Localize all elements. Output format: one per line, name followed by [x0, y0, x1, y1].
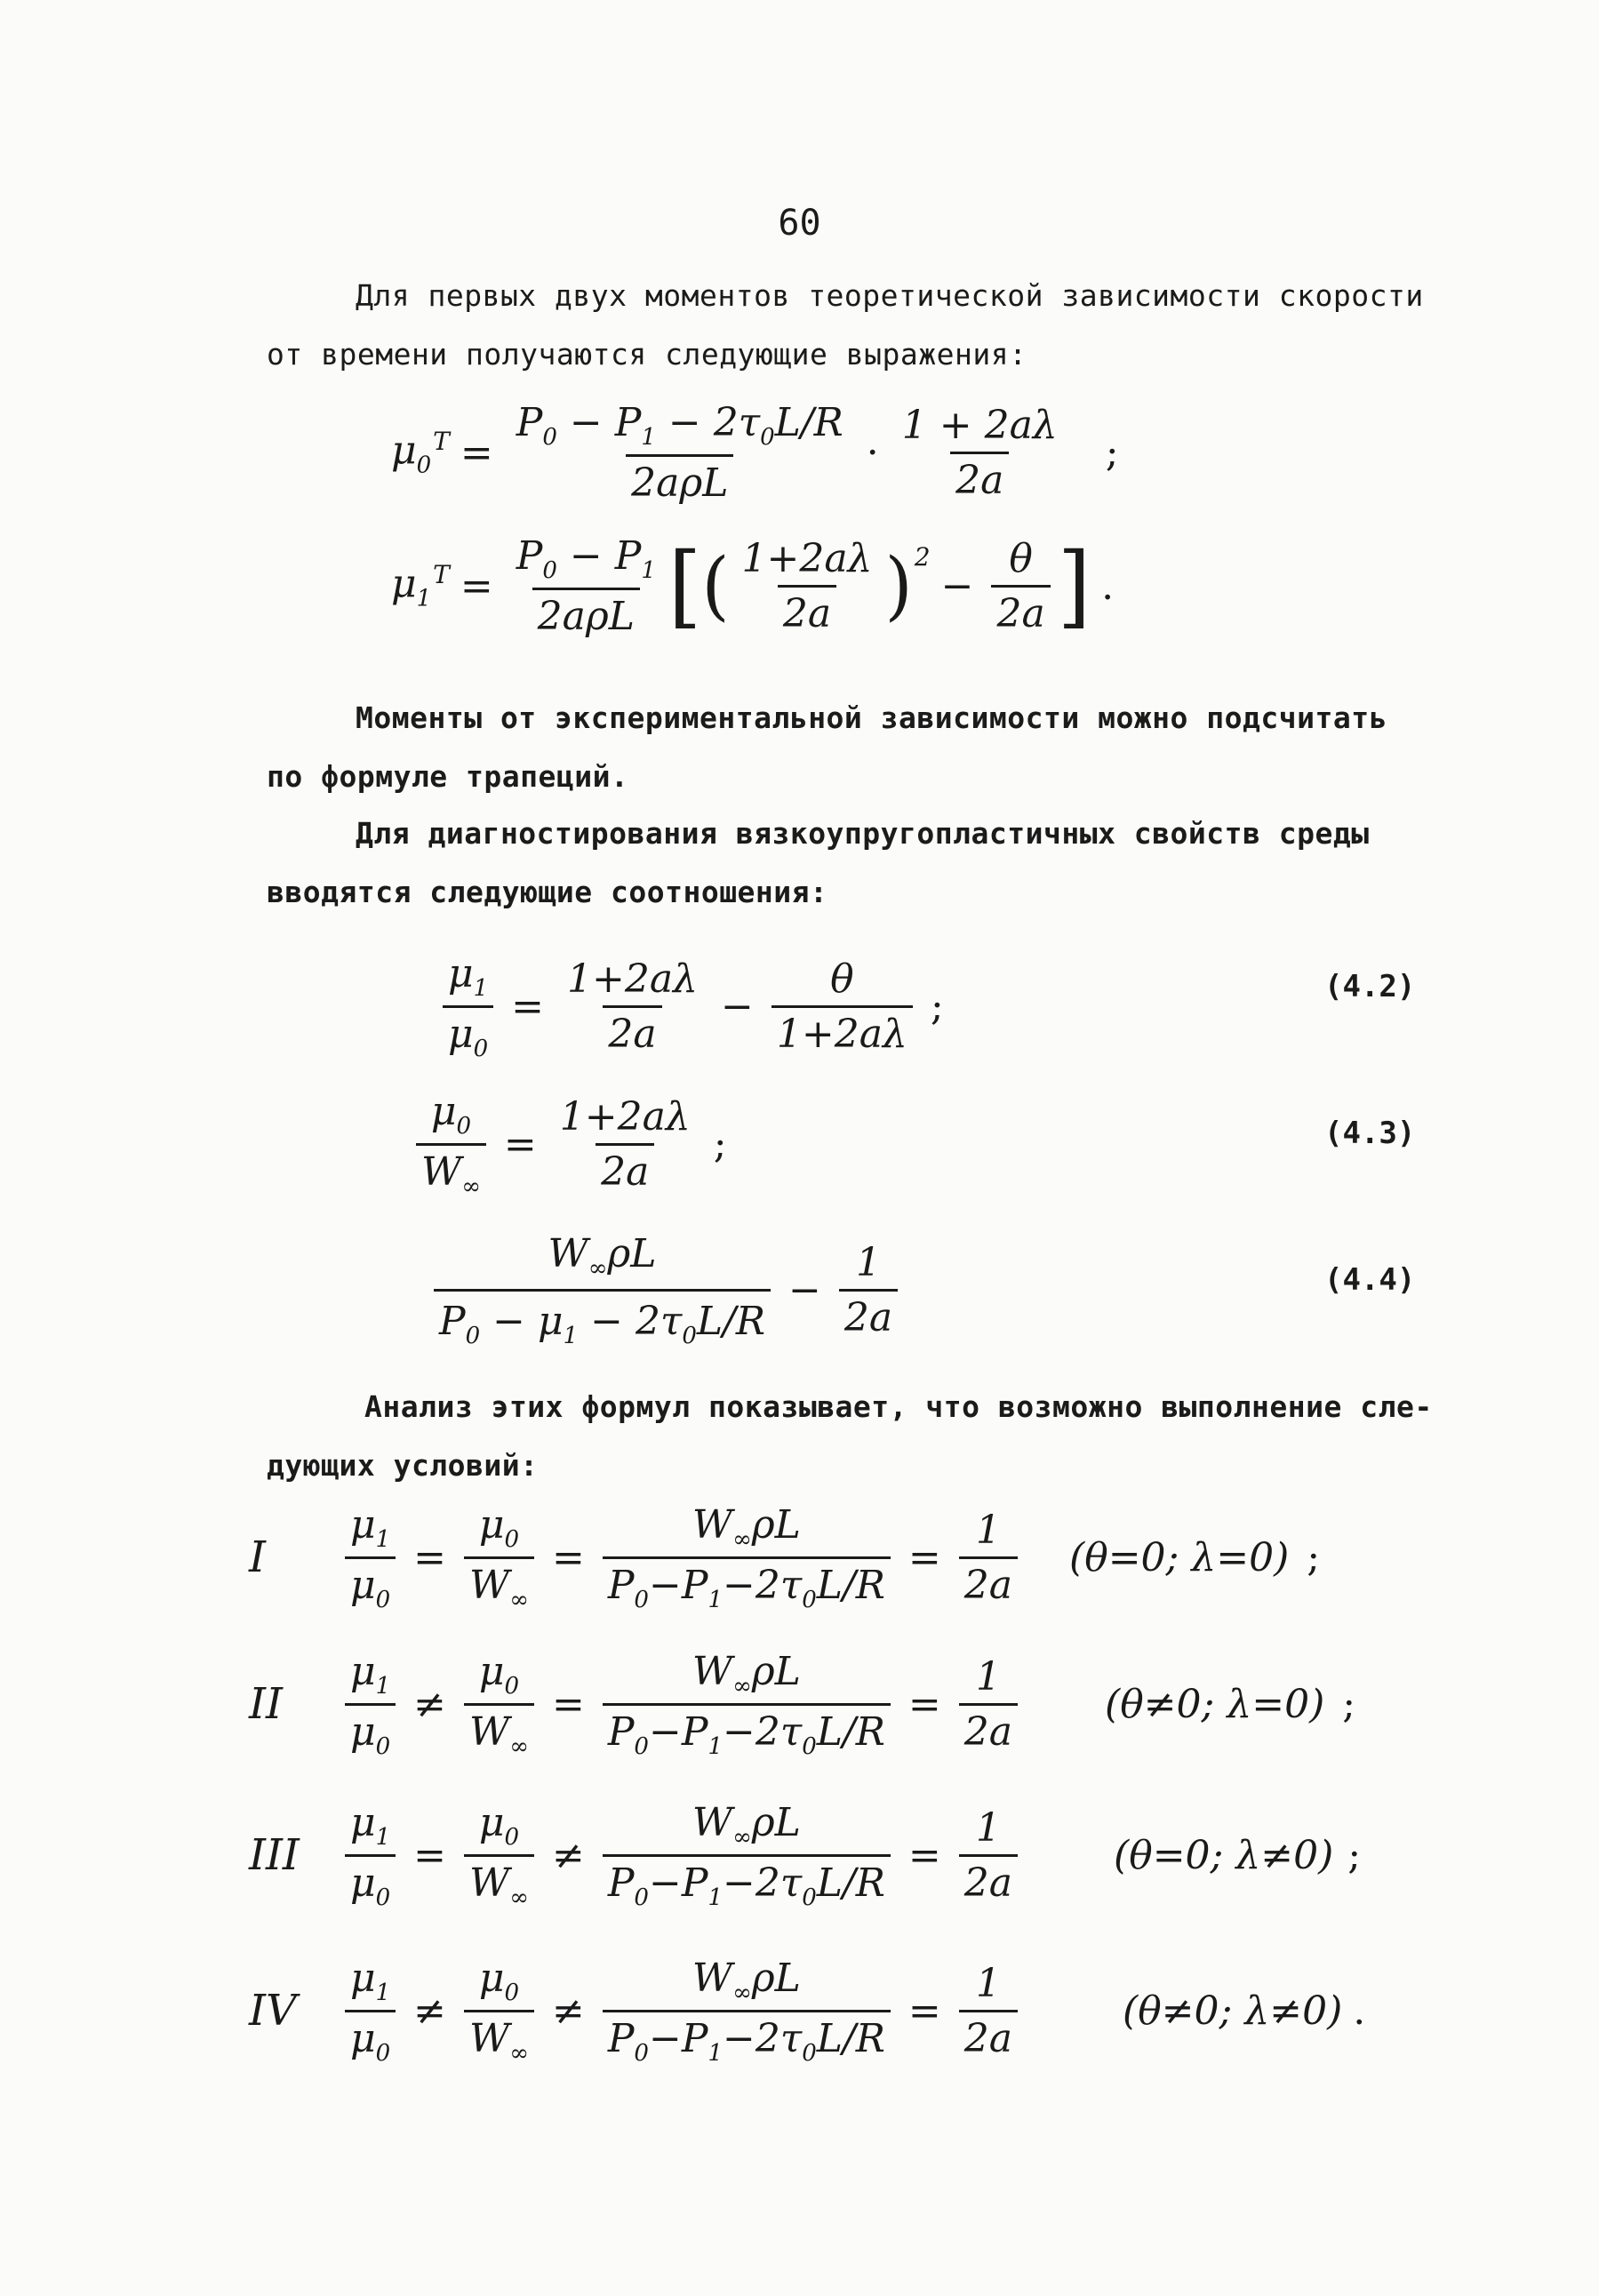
- case-roman-3: III: [249, 1830, 300, 1881]
- case-conditions-2: (θ≠0; λ=0): [1105, 1681, 1325, 1727]
- equation-number-4-4: (4.4): [1324, 1262, 1416, 1298]
- condition-case-2: II $\frac{\mu_1}{\mu_0}$ ≠ $\frac{\mu_0}{W_\infty}$ = $\frac{W_\infty\rho L}{P_0-P_1-2\tau_0L/R}$ = $\frac{1}{2a}$ (θ≠0; λ=0) ;: [249, 1649, 1356, 1760]
- case-roman-2: II: [249, 1679, 283, 1730]
- analysis-line-2: дующих условий:: [267, 1448, 539, 1483]
- equation-number-4-2: (4.2): [1324, 969, 1416, 1004]
- equation-4-3: $\frac{\mu_0}{W_\infty}$ = $\frac{1+2a\lambda}{2a}$ ;: [409, 1089, 738, 1200]
- case-conditions-4: (θ≠0; λ≠0): [1123, 1988, 1343, 2034]
- paragraph-moments: [267, 689, 1475, 806]
- equation-number-4-3: (4.3): [1324, 1116, 1416, 1151]
- moments-line-1: Моменты от экспериментальной зависимости можно подсчитать: [356, 700, 1387, 735]
- equation-4-4: $\frac{W_\infty\rho L}{P_0 - \mu_1 - 2\tau_0L/R}$ − $\frac{1}{2a}$: [427, 1231, 905, 1349]
- formula-mu0-theoretical: $\mu_0^T$ = $\frac{P_0 - P_1 - 2\tau_0L/R}{\text{2aρL}}$ · $\frac{1 + 2a\lambda}{2a}$ ;: [391, 400, 1119, 506]
- case-roman-1: I: [249, 1532, 266, 1583]
- intro-line-1: Для первых двух моментов теоретической зависимости скорости: [356, 278, 1424, 313]
- paragraph-intro: [267, 267, 1475, 384]
- formula-mu1-theoretical: $\mu_1^T$ = $\frac{P_0 - P_1}{\text{2aρL}}$ [ ( $\frac{1+2a\lambda}{2a}$ ) 2 − $\frac{\theta}{2a}$ ] .: [391, 533, 1115, 639]
- condition-case-1: I $\frac{\mu_1}{\mu_0}$ = $\frac{\mu_0}{W_\infty}$ = $\frac{W_\infty\rho L}{P_0-P_1-2\tau_0L/R}$ = $\frac{1}{2a}$ (θ=0; λ=0) ;: [249, 1502, 1321, 1613]
- analysis-line-1: Анализ этих формул показывает, что возможно выполнение сле-: [364, 1389, 1433, 1424]
- case-roman-4: IV: [249, 1986, 297, 2036]
- intro-line-2: от времени получаются следующие выражения:: [267, 337, 1027, 372]
- case-conditions-3: (θ=0; λ≠0): [1114, 1832, 1334, 1878]
- condition-case-3: III $\frac{\mu_1}{\mu_0}$ = $\frac{\mu_0}{W_\infty}$ ≠ $\frac{W_\infty\rho L}{P_0-P_1-2\tau_0L/R}$ = $\frac{1}{2a}$ (θ=0; λ≠0) ;: [249, 1800, 1362, 1911]
- paragraph-diagnostics: [267, 804, 1475, 922]
- diagnostics-line-1: Для диагностирования вязкоупругопластичных свойств среды: [356, 816, 1370, 851]
- condition-case-4: IV $\frac{\mu_1}{\mu_0}$ ≠ $\frac{\mu_0}{W_\infty}$ ≠ $\frac{W_\infty\rho L}{P_0-P_1-2\tau_0L/R}$ = $\frac{1}{2a}$ (θ≠0; λ≠0) .: [249, 1956, 1366, 2067]
- moments-line-2: по формуле трапеций.: [267, 759, 629, 794]
- paragraph-analysis: [267, 1378, 1475, 1495]
- case-conditions-1: (θ=0; λ=0): [1069, 1534, 1290, 1580]
- diagnostics-line-2: вводятся следующие соотношения:: [267, 875, 828, 909]
- equation-4-2: $\frac{\mu_1}{\mu_0}$ = $\frac{1+2a\lambda}{2a}$ − $\frac{\theta}{1+2a\lambda}$ ;: [436, 951, 955, 1062]
- page-number: 60: [778, 203, 821, 244]
